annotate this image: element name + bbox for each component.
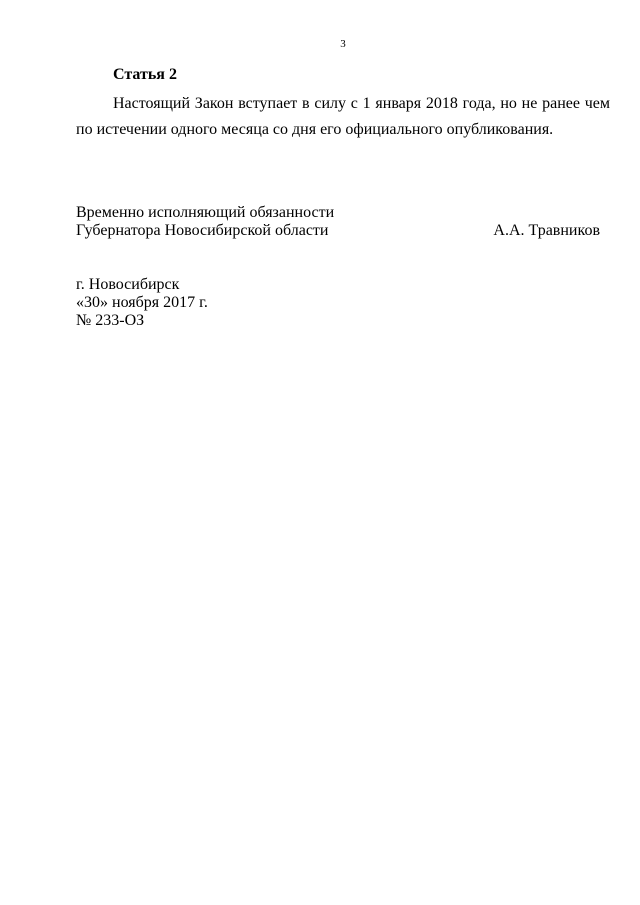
enactment-details (76, 276, 208, 330)
page-number: 3 (340, 38, 346, 50)
signatory-position-line2: Губернатора Новосибирской области (76, 222, 329, 239)
signature-row (76, 222, 600, 240)
enactment-date: «30» ноября 2017 г. (76, 294, 208, 311)
signature-block (76, 204, 600, 240)
article-text: Настоящий Закон вступает в силу с 1 января 2018 года, но не ранее чем по истечении одного месяца со дня его официального опубликования. (76, 95, 610, 138)
signatory-position-line1: Временно исполняющий обязанности (76, 204, 335, 221)
article-heading: Статья 2 (113, 66, 177, 83)
enactment-city: г. Новосибирск (76, 276, 180, 293)
signatory-name: А.А. Травников (493, 222, 600, 239)
law-number: № 233-ОЗ (76, 312, 145, 329)
